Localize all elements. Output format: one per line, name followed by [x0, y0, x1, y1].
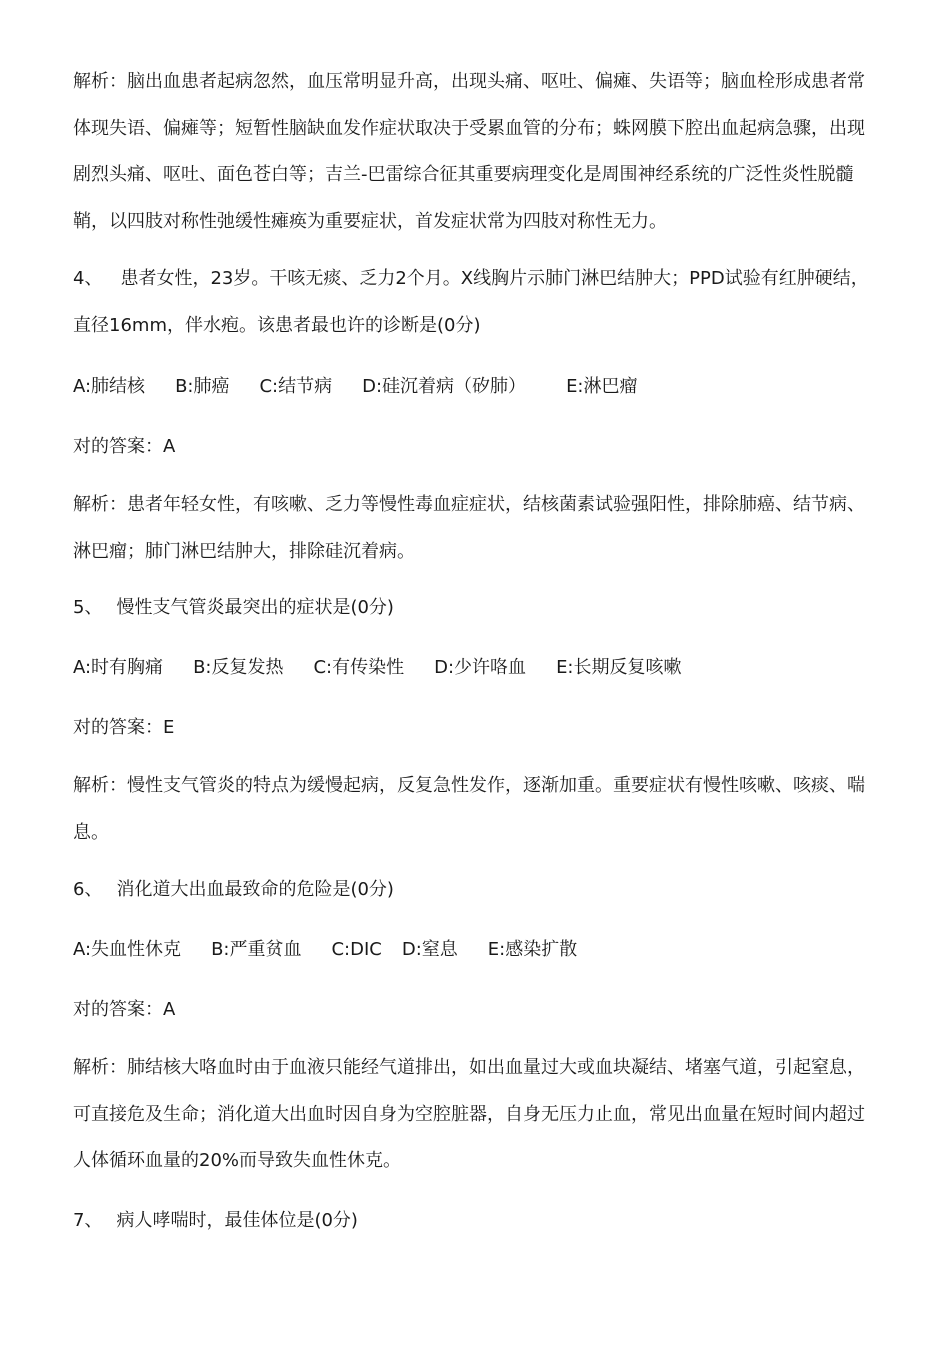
- analysis-q5: 解析：慢性支气管炎的特点为缓慢起病，反复急性发作，逐渐加重。重要症状有慢性咳嗽、咳痰、喘息。: [73, 775, 865, 843]
- answer-q6: 对的答案：A: [73, 999, 176, 1020]
- question-number: 7、: [73, 1210, 103, 1231]
- option-c: C:DIC: [331, 939, 382, 960]
- option-a: A:时有胸痛: [73, 657, 164, 678]
- option-b: B:严重贫血: [211, 939, 302, 960]
- question-text: 病人哮喘时，最佳体位是(0分): [116, 1210, 358, 1231]
- option-a: A:失血性休克: [73, 939, 182, 960]
- option-e: E:长期反复咳嗽: [556, 657, 682, 678]
- options-q4: [73, 375, 873, 399]
- answer-q4: 对的答案：A: [73, 436, 176, 457]
- option-a: A:肺结核: [73, 376, 146, 397]
- question-5: [73, 596, 873, 620]
- options-q5: [73, 656, 873, 680]
- option-d: D:窒息: [401, 939, 458, 960]
- answer-q5: 对的答案：E: [73, 717, 175, 738]
- option-e: E:感染扩散: [487, 939, 578, 960]
- option-b: B:反复发热: [193, 657, 284, 678]
- option-c: C:结节病: [259, 376, 333, 397]
- analysis-q3: 解析：脑出血患者起病忽然，血压常明显升高，出现头痛、呕吐、偏瘫、失语等；脑血栓形成患者常体现失语、偏瘫等；短暂性脑缺血发作症状取决于受累血管的分布；蛛网膜下腔出血起病急骤，出现剧烈头痛、呕吐、面色苍白等；吉兰-巴雷综合征其重要病理变化是周围神经系统的广泛性炎性脱髓鞘，以四肢对称性弛缓性瘫痪为重要症状，首发症状常为四肢对称性无力。: [73, 71, 865, 232]
- question-number: 6、: [73, 879, 103, 900]
- question-number: 5、: [73, 597, 103, 618]
- question-7: [73, 1209, 873, 1233]
- question-6: [73, 878, 873, 902]
- question-4-text: 4、 患者女性，23岁。干咳无痰、乏力2个月。X线胸片示肺门淋巴结肿大；PPD试验有红肿硬结，直径16mm，伴水疱。该患者最也许的诊断是(0分): [73, 268, 869, 336]
- option-e: E:淋巴瘤: [566, 376, 638, 397]
- option-d: D:少许咯血: [434, 657, 527, 678]
- analysis-q4: 解析：患者年轻女性，有咳嗽、乏力等慢性毒血症症状，结核菌素试验强阳性，排除肺癌、结节病、淋巴瘤；肺门淋巴结肿大，排除硅沉着病。: [73, 494, 865, 562]
- question-text: 慢性支气管炎最突出的症状是(0分): [116, 597, 394, 618]
- question-text: 消化道大出血最致命的危险是(0分): [116, 879, 394, 900]
- option-d: D:硅沉着病（矽肺）: [362, 376, 527, 397]
- options-q6: [73, 938, 873, 962]
- option-c: C:有传染性: [313, 657, 405, 678]
- analysis-q6: 解析：肺结核大咯血时由于血液只能经气道排出，如出血量过大或血块凝结、堵塞气道，引起窒息，可直接危及生命；消化道大出血时因自身为空腔脏器，自身无压力止血，常见出血量在短时间内超过人体循环血量的20%而导致失血性休克。: [73, 1057, 865, 1171]
- option-b: B:肺癌: [175, 376, 230, 397]
